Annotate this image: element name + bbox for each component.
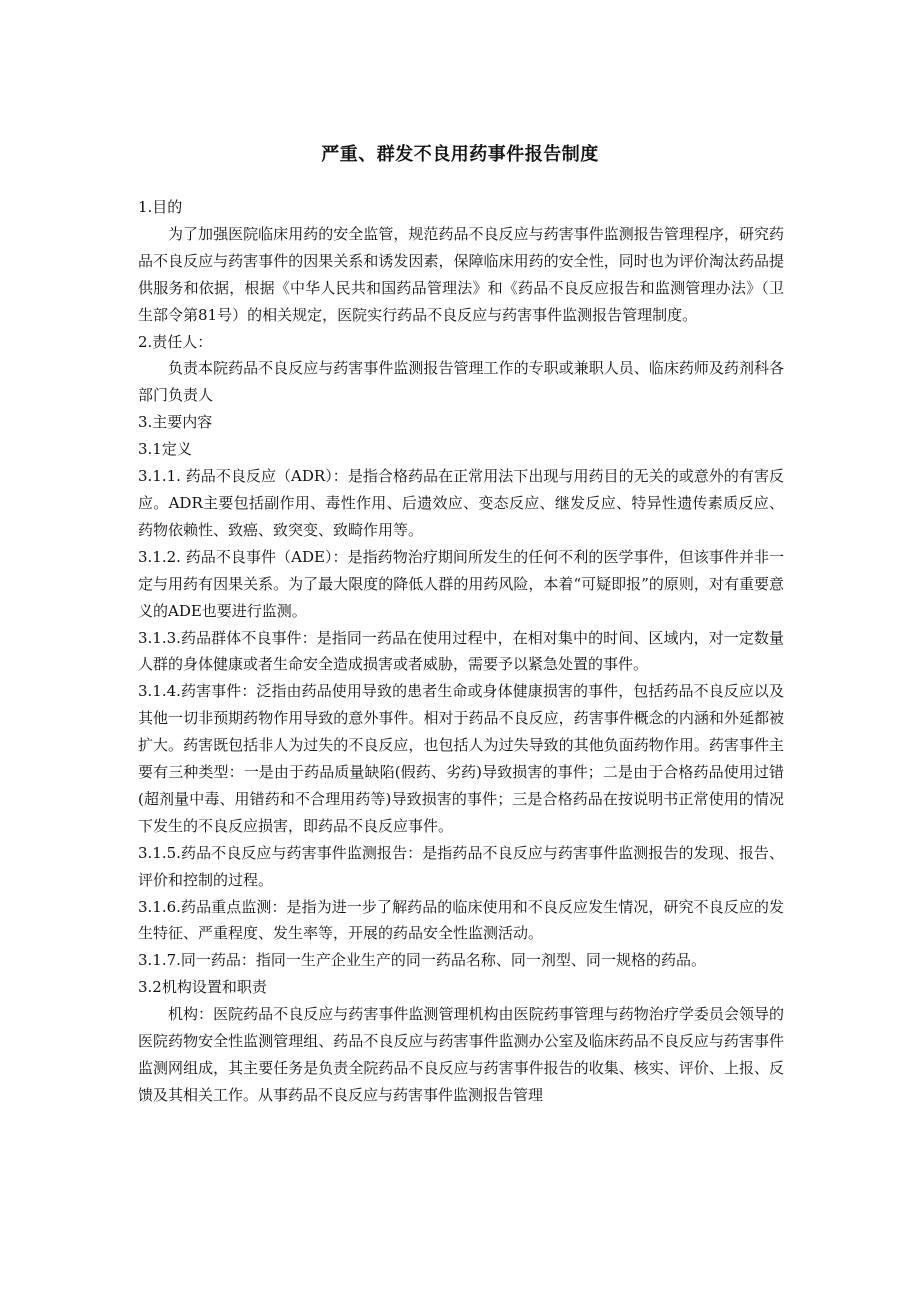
section-heading: 3.主要内容 bbox=[138, 413, 213, 432]
subsection-heading: 3.1定义 bbox=[138, 440, 192, 459]
section-heading: 1.目的 bbox=[138, 198, 183, 216]
definition-item: 3.1.5.药品不良反应与药害事件监测报告：是指药品不良反应与药害事件监测报告的发现、报告、评价和控制的过程。 bbox=[138, 843, 784, 889]
section-heading: 2.责任人： bbox=[138, 332, 213, 351]
definition-item: 3.1.3.药品群体不良事件：是指同一药品在使用过程中，在相对集中的时间、区域内，对一定数量人群的身体健康或者生命安全造成损害或者威胁，需要予以紧急处置的事件。 bbox=[138, 628, 784, 674]
definition-item: 3.1.2. 药品不良事件（ADE）：是指药物治疗期间所发生的任何不利的医学事件，但该事件并非一定与用药有因果关系。为了最大限度的降低人群的用药风险，本着“可疑即报”的原则，对有重要意义的ADE也要进行监测。 bbox=[138, 547, 784, 620]
document-title: 严重、群发不良用药事件报告制度 bbox=[321, 144, 599, 165]
definition-item: 3.1.7.同一药品：指同一生产企业生产的同一药品名称、同一剂型、同一规格的药品。 bbox=[138, 951, 706, 970]
body-paragraph: 机构：医院药品不良反应与药害事件监测管理机构由医院药事管理与药物治疗学委员会领导的医院药物安全性监测管理组、药品不良反应与药害事件监测办公室及临床药品不良反应与药害事件监测网组成，其主要任务是负责全院药品不良反应与药害事件报告的收集、核实、评价、上报、反馈及其相关工作。从事药品不良反应与药害事件监测报告管理 bbox=[138, 1005, 784, 1104]
document-body bbox=[138, 194, 784, 1109]
subsection-heading: 3.2机构设置和职责 bbox=[138, 978, 267, 997]
definition-item: 3.1.1. 药品不良反应（ADR）：是指合格药品在正常用法下出现与用药目的无关的或意外的有害反应。ADR主要包括副作用、毒性作用、后遗效应、变态反应、继发反应、特异性遗传素质反应、药物依赖性、致癌、致突变、致畸作用等。 bbox=[138, 467, 784, 539]
definition-item: 3.1.6.药品重点监测：是指为进一步了解药品的临床使用和不良反应发生情况，研究不良反应的发生特征、严重程度、发生率等，开展的药品安全性监测活动。 bbox=[138, 897, 784, 943]
body-paragraph: 为了加强医院临床用药的安全监管，规范药品不良反应与药害事件监测报告管理程序，研究药品不良反应与药害事件的因果关系和诱发因素，保障临床用药的安全性，同时也为评价淘汰药品提供服务和依据，根据《中华人民共和国药品管理法》和《药品不良反应报告和监测管理办法》（卫生部令第81号）的相关规定，医院实行药品不良反应与药害事件监测报告管理制度。 bbox=[138, 224, 784, 324]
definition-item: 3.1.4.药害事件：泛指由药品使用导致的患者生命或身体健康损害的事件，包括药品不良反应以及其他一切非预期药物作用导致的意外事件。相对于药品不良反应，药害事件概念的内涵和外延都被扩大。药害既包括非人为过失的不良反应，也包括人为过失导致的其他负面药物作用。药害事件主要有三种类型：一是由于药品质量缺陷(假药、劣药)导致损害的事件；二是由于合格药品使用过错(超剂量中毒、用错药和不合理用药等)导致损害的事件；三是合格药品在按说明书正常使用的情况下发生的不良反应损害，即药品不良反应事件。 bbox=[138, 682, 784, 835]
body-paragraph: 负责本院药品不良反应与药害事件监测报告管理工作的专职或兼职人员、临床药师及药剂科各部门负责人 bbox=[138, 359, 784, 405]
